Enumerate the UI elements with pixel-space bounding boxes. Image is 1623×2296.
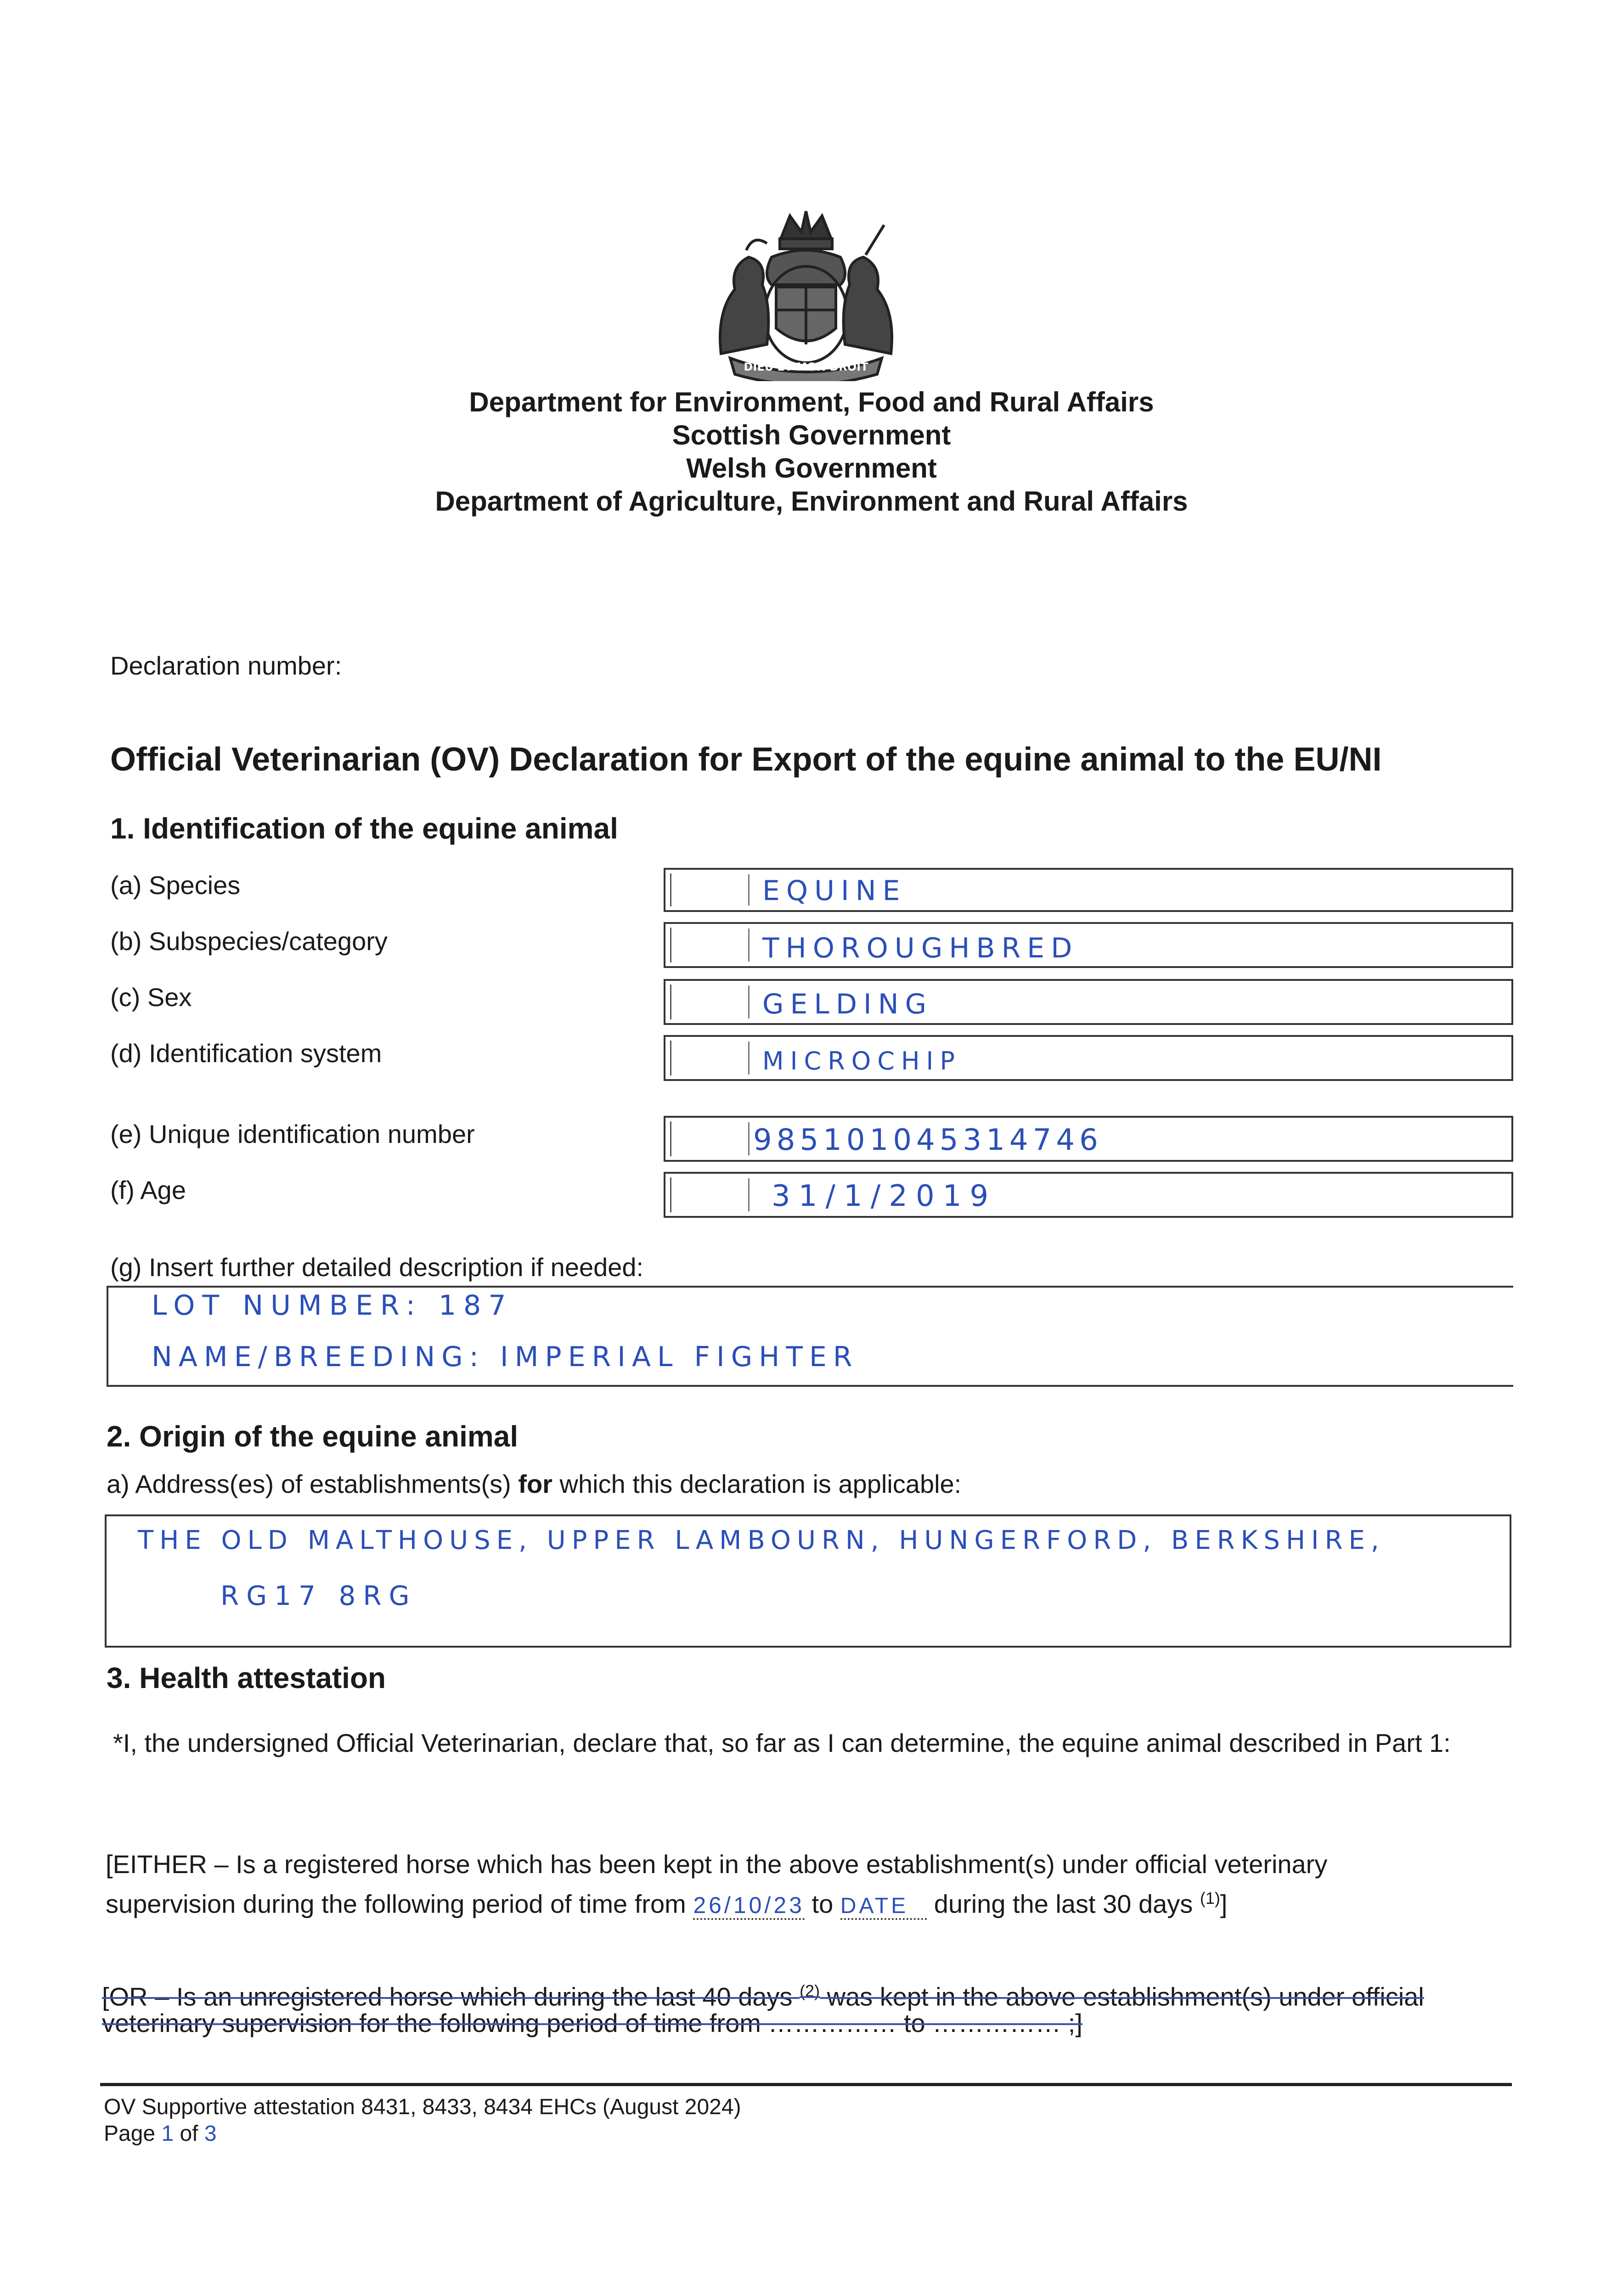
address-line-2: RG17 8RG bbox=[220, 1580, 417, 1611]
section3-heading: 3. Health attestation bbox=[107, 1661, 386, 1694]
further-description-label: (g) Insert further detailed description if needed: bbox=[110, 1253, 644, 1282]
page-title: Official Veterinarian (OV) Declaration for Export of the equine animal to the EU/NI bbox=[110, 741, 1382, 778]
or-post: was kept in the above establishment(s) under official bbox=[820, 1982, 1424, 2011]
uid-label: (e) Unique identification number bbox=[110, 1120, 475, 1148]
footer-divider bbox=[100, 2083, 1512, 2086]
id-system-label: (d) Identification system bbox=[110, 1039, 382, 1068]
page-current: 1 bbox=[161, 2122, 174, 2146]
page-total: 3 bbox=[204, 2122, 217, 2146]
age-label: (f) Age bbox=[110, 1176, 186, 1204]
sex-label: (c) Sex bbox=[110, 983, 192, 1012]
declaration-number-label: Declaration number: bbox=[110, 651, 342, 680]
footer-doc-ref: OV Supportive attestation 8431, 8433, 8434 EHCs (August 2024) bbox=[104, 2095, 741, 2119]
either-from-date: 26/10/23 bbox=[693, 1892, 805, 1920]
subspecies-value: THOROUGHBRED bbox=[762, 932, 1079, 964]
either-end: ] bbox=[1220, 1889, 1228, 1919]
address-line-1: THE OLD MALTHOUSE, UPPER LAMBOURN, HUNGERFORD, BERKSHIRE, bbox=[138, 1525, 1385, 1555]
sex-value: GELDING bbox=[762, 988, 933, 1020]
page-word: Page bbox=[104, 2122, 162, 2146]
department-welsh: Welsh Government bbox=[686, 453, 937, 484]
or-footnote-ref: (2) bbox=[800, 1981, 820, 2000]
species-value: EQUINE bbox=[762, 875, 907, 907]
further-line-name: NAME/BREEDING: IMPERIAL FIGHTER bbox=[152, 1341, 859, 1373]
species-label: (a) Species bbox=[110, 871, 241, 900]
section2-heading: 2. Origin of the equine animal bbox=[107, 1420, 518, 1453]
either-line-1: [EITHER – Is a registered horse which has been kept in the above establishment(s) under official veterinary bbox=[106, 1850, 1328, 1879]
department-scottish: Scottish Government bbox=[672, 420, 951, 450]
or-line-2: veterinary supervision for the following period of time from …………… to …………… ;] bbox=[102, 2009, 1082, 2037]
of-word: of bbox=[174, 2122, 204, 2146]
either-mid: to bbox=[804, 1889, 840, 1919]
uid-value: 985101045314746 bbox=[753, 1123, 1103, 1157]
address-label-pre: a) Address(es) of establishments(s) bbox=[107, 1469, 518, 1498]
subspecies-label: (b) Subspecies/category bbox=[110, 927, 388, 956]
address-label-bold: for bbox=[518, 1469, 552, 1498]
health-intro: *I, the undersigned Official Veterinarian, declare that, so far as I can determine, the equine animal described in Part 1: bbox=[113, 1728, 1451, 1757]
either-line-2 bbox=[106, 1882, 1520, 1923]
address-label bbox=[107, 1469, 961, 1499]
either-post: during the last 30 days bbox=[927, 1889, 1200, 1919]
royal-coat-of-arms-icon bbox=[703, 207, 909, 381]
section1-heading: 1. Identification of the equine animal bbox=[110, 812, 618, 845]
crest bbox=[703, 207, 909, 381]
address-label-post: which this declaration is applicable: bbox=[552, 1469, 962, 1498]
age-value: 31/1/2019 bbox=[772, 1179, 997, 1213]
crest-motto: DIEU ET MON DROIT bbox=[744, 360, 868, 373]
id-system-value: MICROCHIP bbox=[762, 1047, 962, 1075]
department-defra: Department for Environment, Food and Rural Affairs bbox=[469, 387, 1154, 417]
either-footnote-ref: (1) bbox=[1200, 1889, 1220, 1908]
or-pre: [OR – Is an unregistered horse which during the last 40 days bbox=[102, 1982, 800, 2011]
department-daera: Department of Agriculture, Environment and Rural Affairs bbox=[435, 486, 1188, 517]
either-to-date: DATE bbox=[840, 1894, 927, 1920]
either-pre: supervision during the following period of time from bbox=[106, 1889, 693, 1919]
further-line-lot: LOT NUMBER: 187 bbox=[152, 1289, 513, 1322]
footer-page-number bbox=[104, 2121, 217, 2147]
